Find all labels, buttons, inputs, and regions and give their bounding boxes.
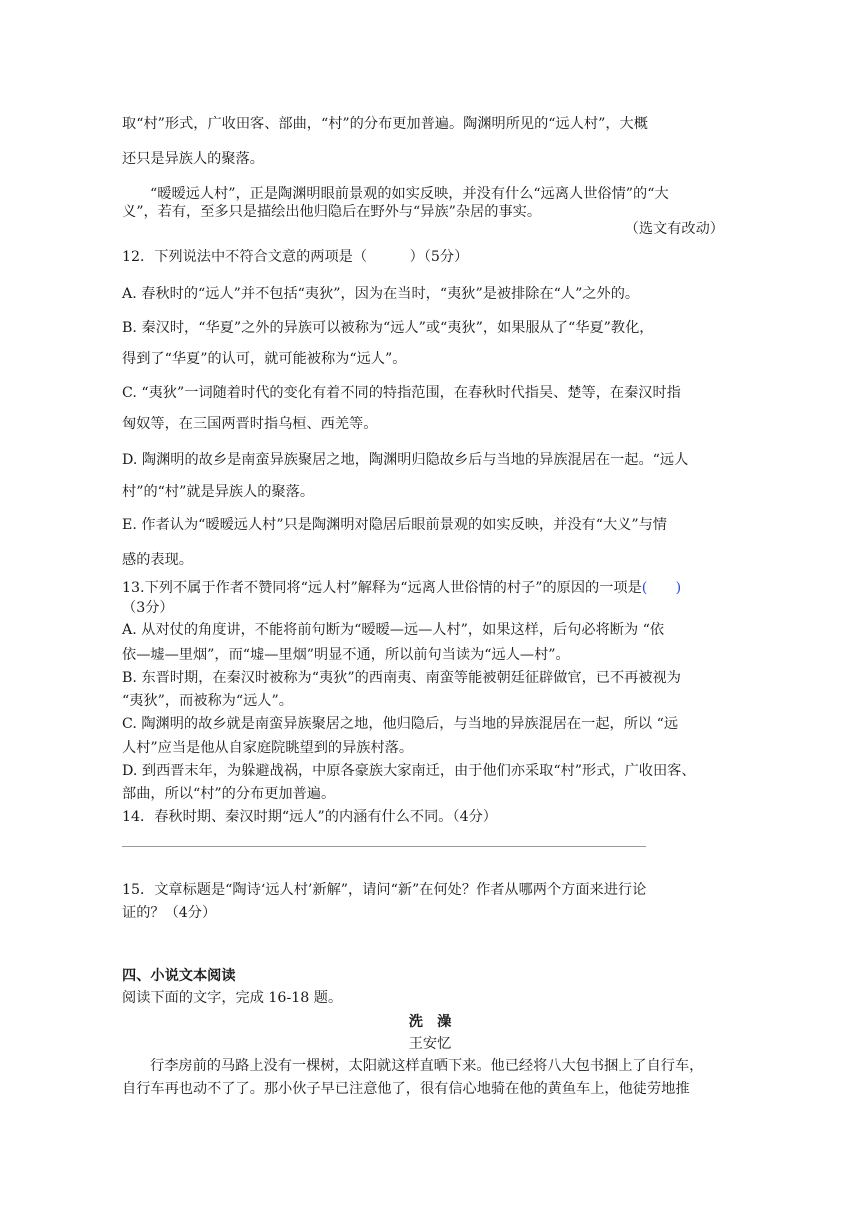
q13-option-a-cont: 依—墟—里烟”，而“墟—里烟”明显不通，所以前句当读为“远人—村”。 [122,647,570,663]
q13-score: （3分） [122,600,174,616]
passage-line: 还只是异族人的聚落。 [122,151,264,167]
story-author: 王安忆 [408,1036,452,1052]
q13-option-c-cont: 人村”应当是他从自家庭院眺望到的异族村落。 [122,740,414,756]
q12-option-d: D. 陶渊明的故乡是南蛮异族聚居之地，陶渊明归隐故乡后与当地的异族混居在一起。“远人 [122,452,689,468]
story-paragraph-line: 自行车再也动不了了。那小伙子早已注意他了，很有信心地骑在他的黄鱼车上，他徒劳地推 [122,1081,690,1097]
q12-option-d-cont: 村”的“村”就是异族人的聚落。 [122,484,315,500]
q12-option-a: A. 春秋时的“远人”并不包括“夷狄”，因为在当时，“夷狄”是被排除在“人”之外的。 [122,286,640,302]
q12-option-b: B. 秦汉时，“华夏”之外的异族可以被称为“远人”或“夷狄”，如果服从了“华夏”教化， [122,320,654,336]
answer-paren: ( ) [641,580,682,596]
question-14-stem: 14．春秋时期、秦汉时期“远人”的内涵有什么不同。（4分） [122,809,497,825]
passage-line: 取“村”形式，广收田客、部曲，“村”的分布更加普遍。陶渊明所见的“远人村”，大概 [122,116,648,132]
q12-option-b-cont: 得到了“华夏”的认可，就可能被称为“远人”。 [122,351,407,367]
q13-option-b: B. 东晋时期，在秦汉时被称为“夷狄”的西南夷、南蛮等能被朝廷征辟做官，已不再被视为 [122,670,681,686]
q13-option-b-cont: “夷狄”，而被称为“远人”。 [122,693,293,709]
story-paragraph-line: 行李房前的马路上没有一棵树，太阳就这样直晒下来。他已经将八大包书捆上了自行车， [150,1058,704,1074]
section-heading: 四、小说文本阅读 [122,968,236,984]
q13-option-d-cont: 部曲，所以“村”的分布更加普遍。 [122,786,336,802]
source-note: （选文有改动） [624,221,724,237]
q12-option-c: C. “夷狄”一词随着时代的变化有着不同的特指范围，在春秋时代指吴、楚等，在秦汉时指 [122,385,681,401]
passage-line: 义”，若有，至多只是描绘出他归隐后在野外与“异族”杂居的事实。 [122,204,542,220]
q12-option-e: E. 作者认为“暧暧远人村”只是陶渊明对隐居后眼前景观的如实反映，并没有“大义”与情 [122,517,667,533]
q13-option-a: A. 从对仗的角度讲，不能将前句断为“暧暧—远—人村”，如果这样，后句必将断为 “依 [122,622,665,638]
passage-line: “暧暧远人村”，正是陶渊明眼前景观的如实反映，并没有什么“远离人世俗情”的“大 [150,186,669,202]
question-15-stem: 15．文章标题是“陶诗‘远人村’新解”，请问“新”在何处？作者从哪两个方面来进行论 [122,882,647,898]
question-13-stem [122,578,681,598]
q13-option-d: D. 到西晋末年，为躲避战祸，中原各豪族大家南迁，由于他们亦采取“村”形式，广收田客、 [122,763,696,779]
story-title: 洗 澡 [408,1014,452,1030]
q12-option-c-cont: 匈奴等，在三国两晋时指乌桓、西羌等。 [122,416,378,432]
section-instruction: 阅读下面的文字，完成 16-18 题。 [122,990,343,1006]
q13-stem-text: 13.下列不属于作者不赞同将“远人村”解释为“远离人世俗情的村子”的原因的一项是 [122,580,642,596]
q13-option-c: C. 陶渊明的故乡就是南蛮异族聚居之地，他归隐后，与当地的异族混居在一起，所以 “远 [122,716,679,732]
question-15-stem-cont: 证的？（4分） [122,905,217,921]
q12-option-e-cont: 感的表现。 [122,552,193,568]
question-12-stem: 12．下列说法中不符合文意的两项是（ ）（5分） [122,249,469,265]
answer-line [122,846,646,847]
